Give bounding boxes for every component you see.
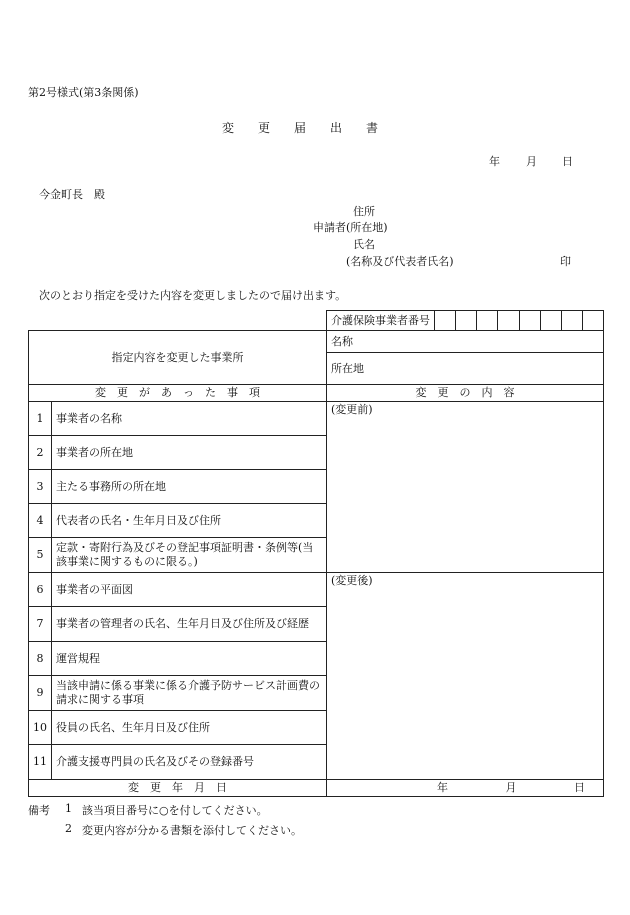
item-number: 6: [29, 573, 52, 607]
change-date-field[interactable]: [327, 780, 604, 797]
blank-corner: [29, 311, 327, 331]
change-date-month: 月: [505, 781, 517, 794]
date-day: 日: [562, 155, 573, 168]
item-text: 事業者の管理者の氏名、生年月日及び住所及び経歴: [52, 607, 327, 642]
item-text: 事業者の名称: [52, 402, 327, 436]
item-number: 8: [29, 642, 52, 676]
item-number: 2: [29, 436, 52, 470]
name-sub-label: (名称及び代表者氏名): [346, 255, 454, 268]
item-number: 4: [29, 504, 52, 538]
change-date-label: 変 更 年 月 日: [29, 780, 327, 797]
item-number: 11: [29, 745, 52, 780]
before-content-field[interactable]: [327, 402, 604, 573]
provider-number-box[interactable]: [477, 311, 498, 330]
seal-mark: 印: [560, 255, 571, 268]
name-label: 氏名: [353, 238, 375, 251]
item-text: 当該申請に係る事業に係る介護予防サービス計画費の請求に関する事項: [52, 676, 327, 711]
after-label: (変更後): [331, 574, 373, 587]
page-title: 変 更 届 出 書: [222, 121, 385, 135]
item-text: 代表者の氏名・生年月日及び住所: [52, 504, 327, 538]
change-content-header: 変 更 の 内 容: [327, 385, 604, 402]
item-number: 10: [29, 711, 52, 745]
note-text: 変更内容が分かる書類を添付してください。: [82, 824, 302, 837]
change-form-table: [28, 310, 604, 797]
item-text: 運営規程: [52, 642, 327, 676]
item-text: 主たる事務所の所在地: [52, 470, 327, 504]
provider-number-box[interactable]: [541, 311, 562, 330]
addressee: 今金町長 殿: [39, 188, 105, 201]
applicant-label: 申請者(所在地): [313, 221, 388, 234]
note-text: 該当項目番号に○を付してください。: [82, 804, 268, 817]
item-number: 5: [29, 538, 52, 573]
provider-number-box[interactable]: [498, 311, 519, 330]
provider-number-box[interactable]: [520, 311, 541, 330]
intro-text: 次のとおり指定を受けた内容を変更しましたので届け出ます。: [39, 289, 347, 302]
item-number: 7: [29, 607, 52, 642]
date-month: 月: [526, 155, 537, 168]
item-text: 役員の氏名、生年月日及び住所: [52, 711, 327, 745]
provider-number-box[interactable]: [435, 311, 456, 330]
address-label: 住所: [353, 205, 375, 218]
before-label: (変更前): [331, 403, 373, 416]
provider-number-label: 介護保険事業者番号: [327, 311, 435, 330]
form-number: 第2号様式(第3条関係): [28, 86, 139, 99]
item-text: 事業者の平面図: [52, 573, 327, 607]
after-content-field[interactable]: [327, 573, 604, 780]
note-number: 1: [65, 802, 72, 815]
office-label: 指定内容を変更した事業所: [29, 331, 327, 385]
change-date-year: 年: [437, 781, 448, 794]
office-name-field[interactable]: 名称: [327, 331, 604, 353]
item-text: 介護支援専門員の氏名及びその登録番号: [52, 745, 327, 780]
item-text: 事業者の所在地: [52, 436, 327, 470]
office-location-field[interactable]: 所在地: [327, 353, 604, 385]
item-number: 9: [29, 676, 52, 711]
note-number: 2: [65, 822, 72, 835]
provider-number-box[interactable]: [456, 311, 477, 330]
item-text: 定款・寄附行為及びその登記事項証明書・条例等(当該事業に関するものに限る。): [52, 538, 327, 573]
changed-items-header: 変 更 が あ っ た 事 項: [29, 385, 327, 402]
item-number: 1: [29, 402, 52, 436]
provider-number-cell: [327, 311, 604, 331]
item-number: 3: [29, 470, 52, 504]
provider-number-box[interactable]: [583, 311, 603, 330]
date-year: 年: [489, 155, 500, 168]
change-date-day: 日: [574, 781, 585, 794]
notes-label: 備考: [28, 804, 50, 817]
provider-number-box[interactable]: [562, 311, 583, 330]
